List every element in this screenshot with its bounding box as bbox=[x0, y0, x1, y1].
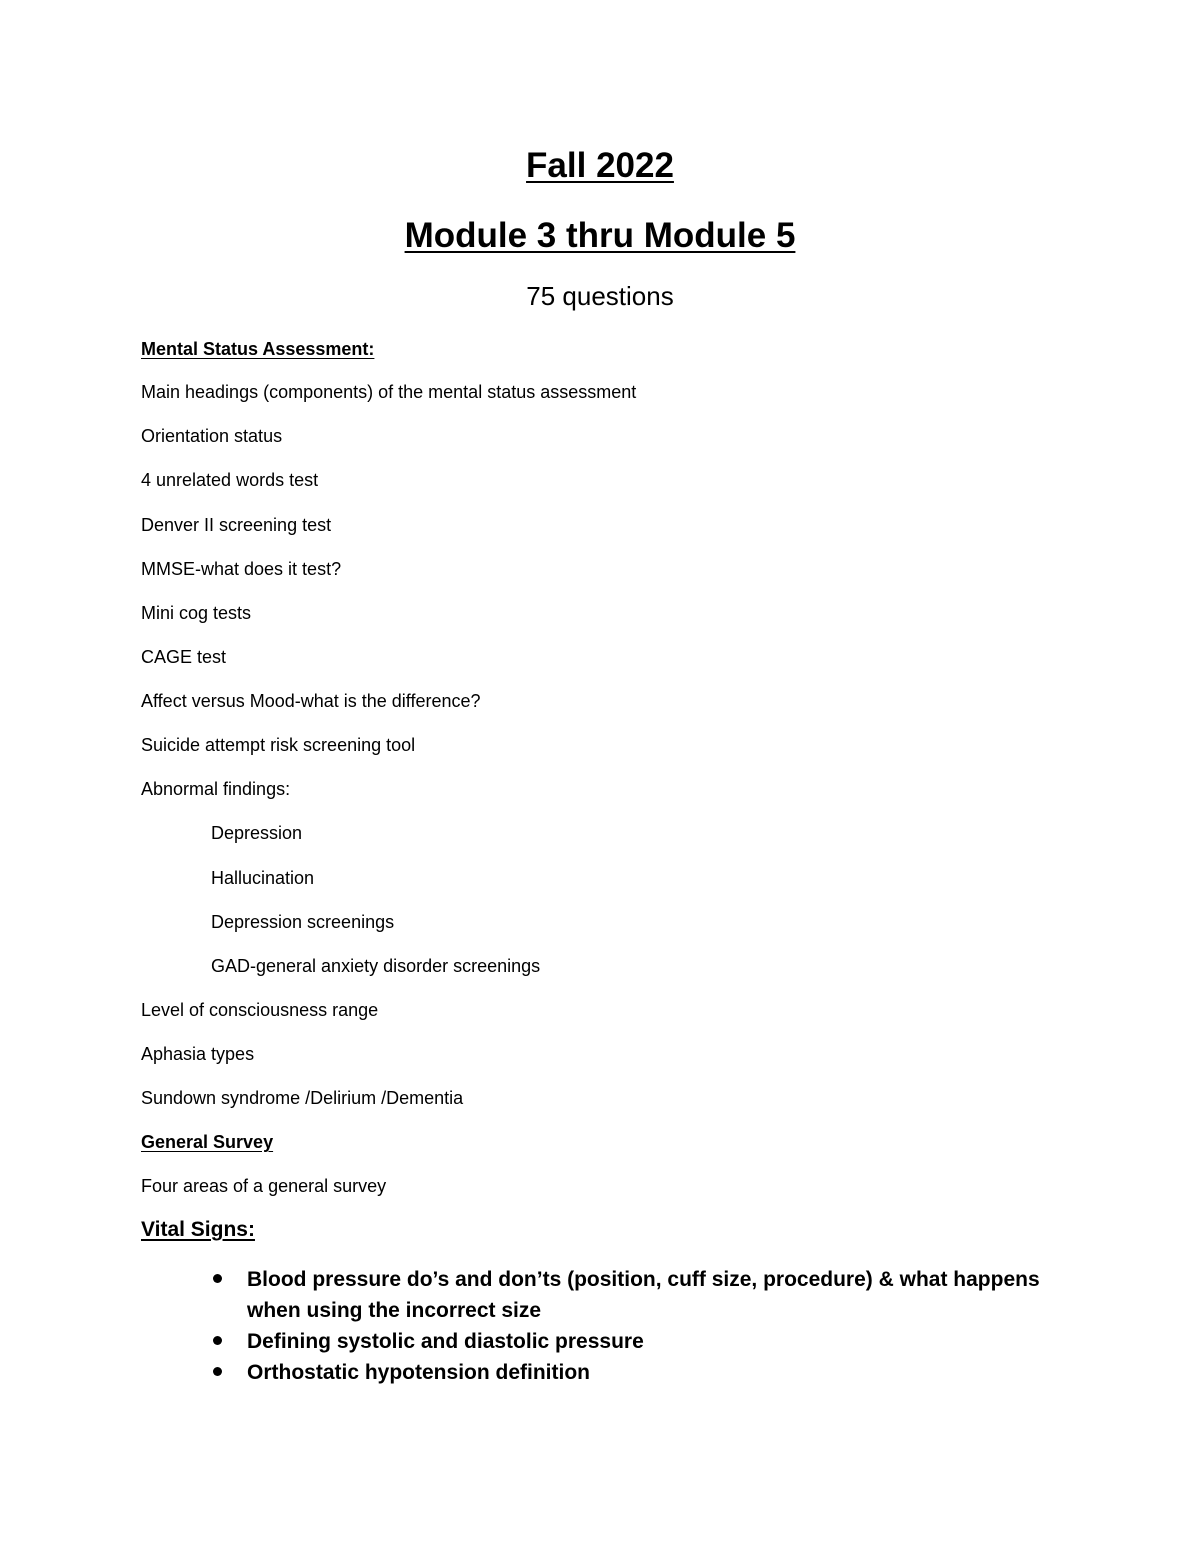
vital-signs-bullet-list bbox=[200, 1264, 1080, 1388]
list-item: Level of consciousness range bbox=[141, 1000, 379, 1020]
list-item: Sundown syndrome /Delirium /Dementia bbox=[141, 1088, 464, 1108]
list-item: Orientation status bbox=[141, 426, 283, 446]
mental-status-heading: Mental Status Assessment: bbox=[141, 339, 375, 359]
sub-list-item: Hallucination bbox=[211, 868, 315, 888]
list-item: CAGE test bbox=[141, 647, 227, 667]
list-item: 4 unrelated words test bbox=[141, 470, 319, 490]
sub-list-item: GAD-general anxiety disorder screenings bbox=[211, 956, 541, 976]
bullet-item bbox=[200, 1326, 1080, 1357]
bullet-item bbox=[200, 1264, 1080, 1326]
general-survey-heading: General Survey bbox=[141, 1132, 274, 1152]
vital-signs-heading: Vital Signs: bbox=[141, 1218, 255, 1241]
bullet-icon bbox=[213, 1367, 222, 1376]
list-item: MMSE-what does it test? bbox=[141, 559, 342, 579]
list-item: Aphasia types bbox=[141, 1044, 255, 1064]
list-item: Mini cog tests bbox=[141, 603, 252, 623]
bullet-text: Blood pressure do’s and don’ts (position, cuff size, procedure) & what happens when using the incorrect size bbox=[247, 1268, 1040, 1322]
bullet-text: Defining systolic and diastolic pressure bbox=[247, 1330, 644, 1353]
list-item: Suicide attempt risk screening tool bbox=[141, 735, 416, 755]
list-item: Affect versus Mood-what is the difference? bbox=[141, 691, 481, 711]
bullet-icon bbox=[213, 1336, 222, 1345]
list-item: Four areas of a general survey bbox=[141, 1176, 387, 1196]
list-item: Main headings (components) of the mental status assessment bbox=[141, 382, 637, 402]
abnormal-findings-label: Abnormal findings: bbox=[141, 779, 291, 799]
bullet-icon bbox=[213, 1274, 222, 1283]
bullet-text: Orthostatic hypotension definition bbox=[247, 1361, 590, 1384]
question-count: 75 questions bbox=[526, 281, 674, 311]
list-item: Denver II screening test bbox=[141, 515, 332, 535]
sub-list-item: Depression screenings bbox=[211, 912, 395, 932]
bullet-item bbox=[200, 1357, 1080, 1388]
module-range-title: Module 3 thru Module 5 bbox=[404, 216, 796, 255]
page-title: Fall 2022 bbox=[526, 146, 674, 185]
sub-list-item: Depression bbox=[211, 823, 303, 843]
